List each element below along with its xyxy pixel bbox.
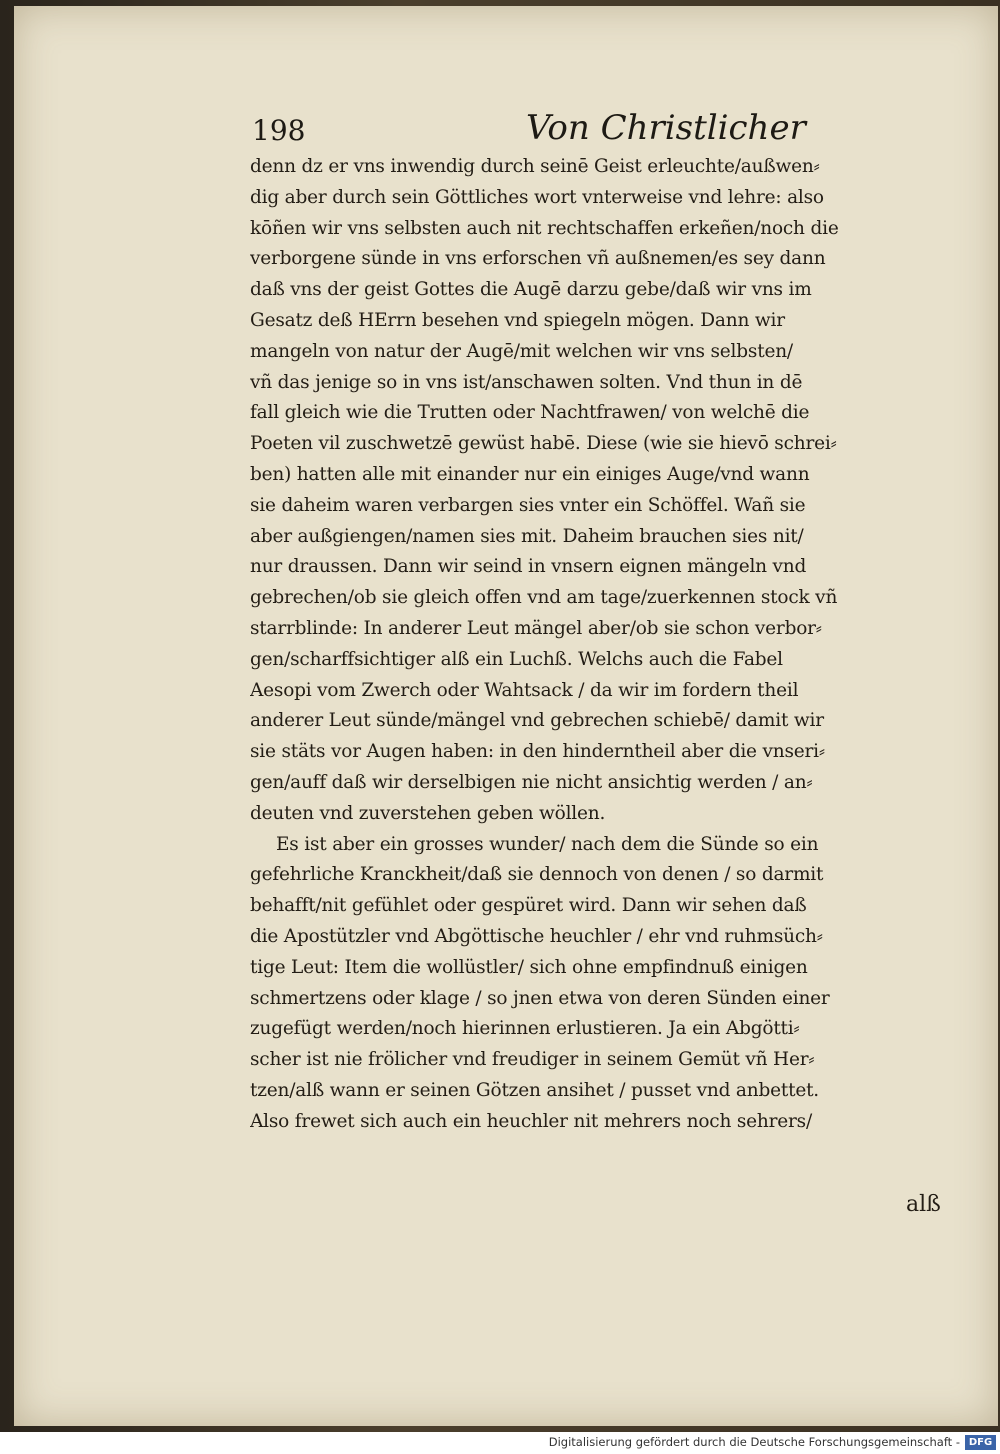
footer-credit-bar [0,1432,1000,1454]
funding-credit: Digitalisierung gefördert durch die Deutsche Forschungsgemeinschaft - [548,1435,960,1449]
text-line: Es ist aber ein grosses wunder/ nach dem die Sünde so ein [276,833,819,855]
text-line: deuten vnd zuverstehen geben wöllen. [250,802,606,824]
text-line: schmertzens oder klage / so jnen etwa von deren Sünden einer [250,987,830,1009]
text-line: gen/scharffsichtiger alß ein Luchß. Welchs auch die Fabel [250,648,783,670]
text-line: fall gleich wie die Trutten oder Nachtfrawen/ von welchē die [250,402,810,424]
text-line: tige Leut: Item die wollüstler/ sich ohne empfindnuß einigen [250,956,808,978]
dfg-logo-icon[interactable]: DFG [965,1435,996,1450]
text-line: mangeln von natur der Augē/mit welchen wir vns selbsten/ [250,340,793,362]
text-line: gen/auff daß wir derselbigen nie nicht ansichtig werden / an⸗ [250,771,813,793]
text-line: sie stäts vor Augen haben: in den hinderntheil aber die vnseri⸗ [250,741,825,763]
text-line: die Apostützler vnd Abgöttische heuchler / ehr vnd ruhmsüch⸗ [250,925,823,947]
text-line: nur draussen. Dann wir seind in vnsern eignen mängeln vnd [250,556,807,578]
text-line: vñ das jenige so in vns ist/anschawen solten. Vnd thun in dē [250,371,803,393]
catchword: alß [906,1192,941,1217]
text-line: daß vns der geist Gottes die Augē darzu gebe/daß wir vns im [250,279,812,301]
text-line: scher ist nie frölicher vnd freudiger in seinem Gemüt vñ Her⸗ [250,1049,815,1071]
text-line: Aesopi vom Zwerch oder Wahtsack / da wir im fordern theil [250,679,799,701]
text-line: gefehrliche Kranckheit/daß sie dennoch von denen / so darmit [250,864,824,886]
text-line: dig aber durch sein Göttliches wort vnterweise vnd lehre: also [250,186,824,208]
text-line: Poeten vil zuschwetzē gewüst habē. Diese (wie sie hievō schrei⸗ [250,433,837,455]
text-line: zugefügt werden/noch hierinnen erlustieren. Ja ein Abgötti⸗ [250,1018,800,1040]
text-line: ben) hatten alle mit einander nur ein einiges Auge/vnd wann [250,463,810,485]
text-line: denn dz er vns inwendig durch seinē Geist erleuchte/außwen⸗ [250,156,820,177]
text-line: anderer Leut sünde/mängel vnd gebrechen schiebē/ damit wir [250,710,824,732]
text-line: sie daheim waren verbargen sies vnter ein Schöffel. Wañ sie [250,494,806,516]
body-text [250,152,956,1138]
text-line: Gesatz deß HErrn besehen vnd spiegeln mögen. Dann wir [250,309,785,331]
text-line: tzen/alß wann er seinen Götzen ansihet / pusset vnd anbettet. [250,1079,819,1101]
text-line: Also frewet sich auch ein heuchler nit mehrers noch sehrers/ [250,1110,812,1132]
text-line: verborgene sünde in vns erforschen vñ außnemen/es sey dann [250,248,826,270]
text-line: aber außgiengen/namen sies mit. Daheim brauchen sies nit/ [250,525,804,547]
page-number: 198 [252,114,306,147]
running-head: Von Christlicher [526,108,806,148]
text-line: gebrechen/ob sie gleich offen vnd am tage/zuerkennen stock vñ [250,587,838,609]
text-line: kōñen wir vns selbsten auch nit rechtschaffen erkeñen/noch die [250,217,839,239]
text-line: starrblinde: In anderer Leut mängel aber/ob sie schon verbor⸗ [250,617,822,639]
text-line: behafft/nit gefühlet oder gespüret wird. Dann wir sehen daß [250,895,807,917]
